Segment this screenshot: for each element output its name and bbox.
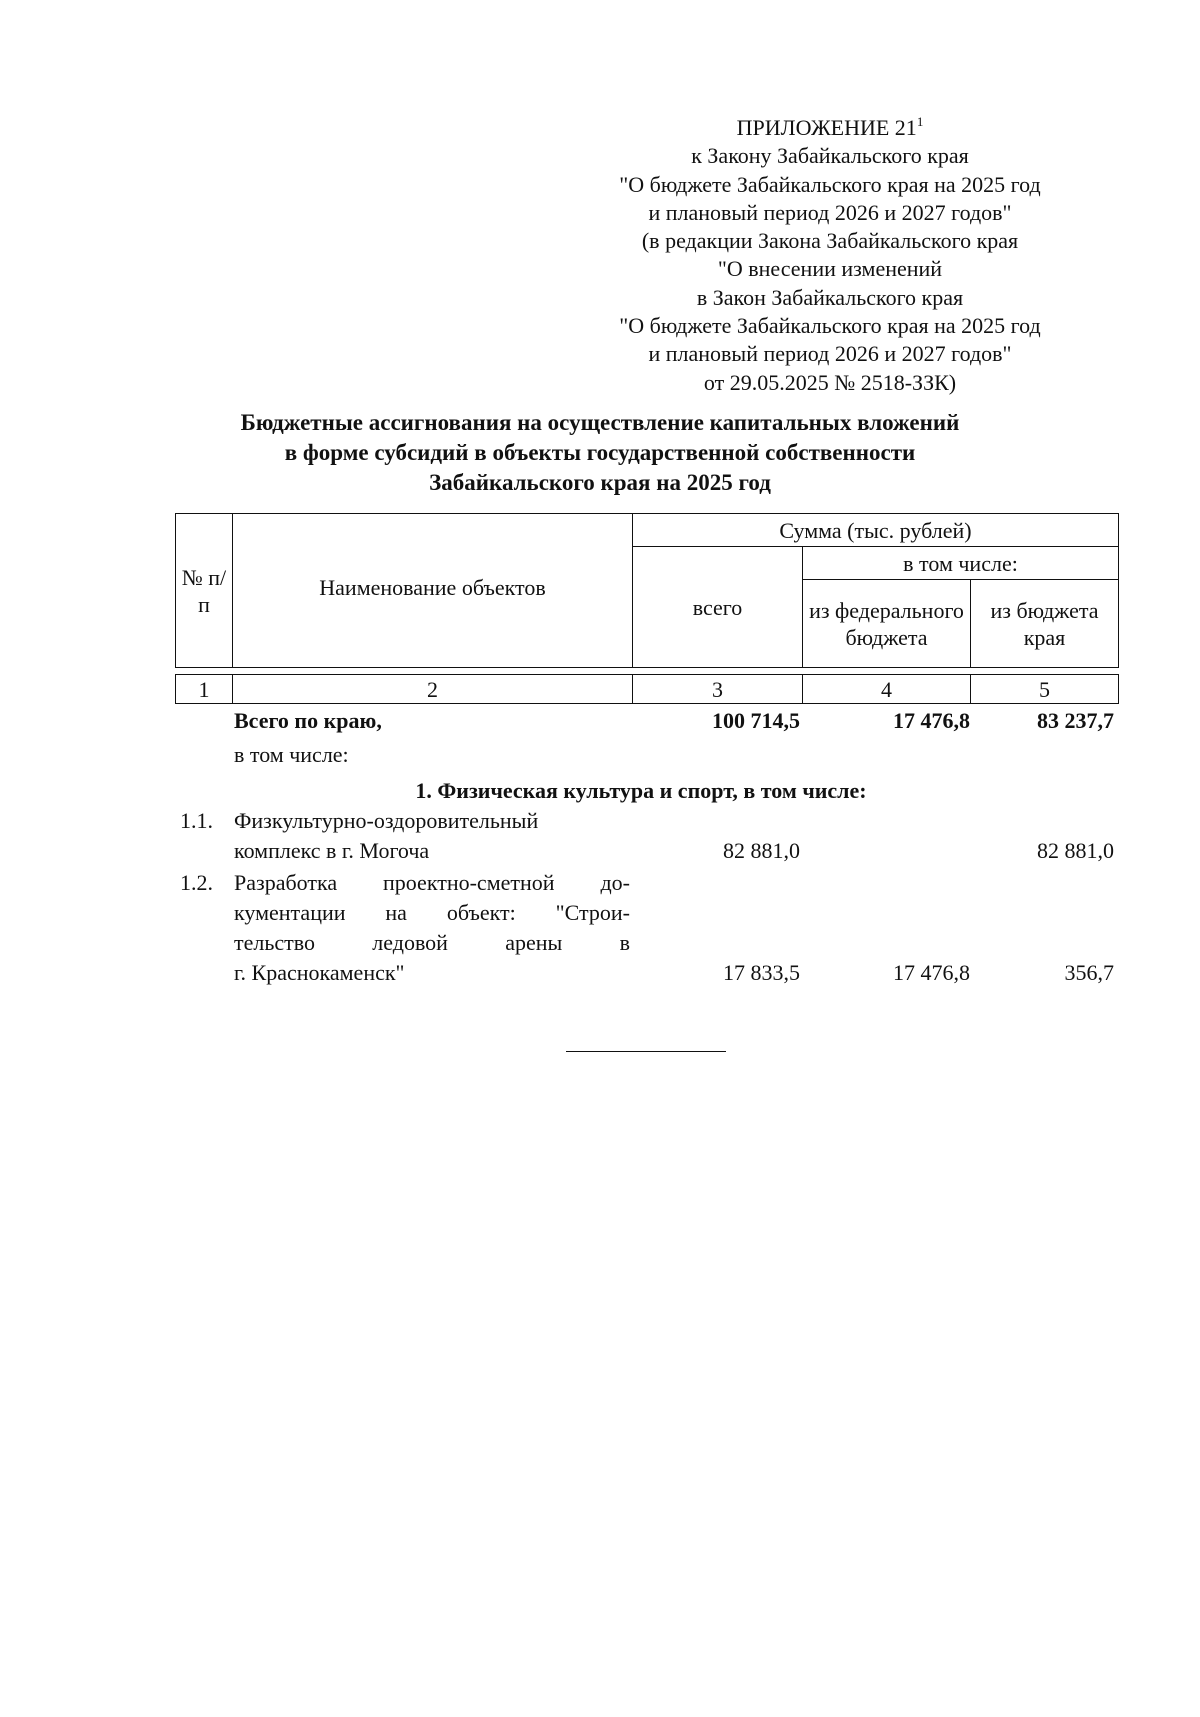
appendix-line: "О бюджете Забайкальского края на 2025 год [619,171,1041,197]
column-number: 5 [971,675,1119,704]
appendix-title-line [560,114,1100,142]
totals-regional: 83 237,7 [1037,708,1114,733]
header-sum-group: Сумма (тыс. рублей) [633,514,1119,547]
appendix-line: (в редакции Закона Забайкальского края [641,228,1019,254]
totals-total: 100 714,5 [712,708,800,733]
row-name-line: кументации на объект: "Строи- [234,900,630,925]
row-name-line: Разработка проектно-сметной до- [234,870,630,895]
column-number-row [175,674,1119,704]
row-name [234,868,630,988]
row-name-line: Физкультурно-оздоровительный [234,808,539,833]
row-regional: 82 881,0 [1037,838,1114,863]
appendix-header [560,114,1100,397]
appendix-title: ПРИЛОЖЕНИЕ 21 [736,115,917,140]
header-name [233,514,633,668]
appendix-line: "О бюджете Забайкальского края на 2025 год [619,313,1041,339]
column-number: 1 [176,675,233,704]
column-number: 2 [233,675,633,704]
header-num: № п/п [176,514,233,668]
appendix-line: от 29.05.2025 № 2518-ЗЗК) [703,369,957,395]
header-federal: из федерального бюджета [803,580,971,668]
totals-federal: 17 476,8 [893,708,970,733]
row-total: 17 833,5 [723,960,800,985]
appendix-line: "О внесении изменений [717,256,943,282]
header-total: всего [633,547,803,668]
appendix-line: и плановый период 2026 и 2027 годов" [648,341,1012,367]
column-number: 3 [633,675,803,704]
appendix-line: к Закону Забайкальского края [691,143,969,169]
header-including: в том числе: [803,547,1119,580]
section-title: 1. Физическая культура и спорт, в том числе: [415,778,867,803]
row-total: 82 881,0 [723,838,800,863]
row-name-line: тельство ледовой арены в [234,930,630,955]
closing-divider [566,1051,726,1052]
document-title-line: Бюджетные ассигнования на осуществление капитальных вложений [240,410,960,435]
row-regional: 356,7 [1064,960,1114,985]
document-title-line: Забайкальского края на 2025 год [429,470,771,495]
row-federal: 17 476,8 [893,960,970,985]
totals-sublabel: в том числе: [234,742,349,767]
row-number: 1.2. [180,870,213,895]
row-name-line: комплекс в г. Могоча [234,838,430,863]
appendix-line: и плановый период 2026 и 2027 годов" [648,199,1012,225]
table-header [175,513,1119,668]
appendix-line: в Закон Забайкальского края [696,284,964,310]
appendix-superscript: 1 [916,114,924,129]
row-number: 1.1. [180,808,213,833]
totals-label: Всего по краю, [234,708,382,733]
header-regional: из бюджета края [971,580,1119,668]
row-name-line: г. Краснокаменск" [234,960,405,985]
column-number: 4 [803,675,971,704]
document-title-line: в форме субсидий в объекты государственной собственности [284,440,916,465]
header-name-text: Наименование объектов [319,575,546,600]
row-name [234,806,634,866]
document-title [160,408,1040,498]
